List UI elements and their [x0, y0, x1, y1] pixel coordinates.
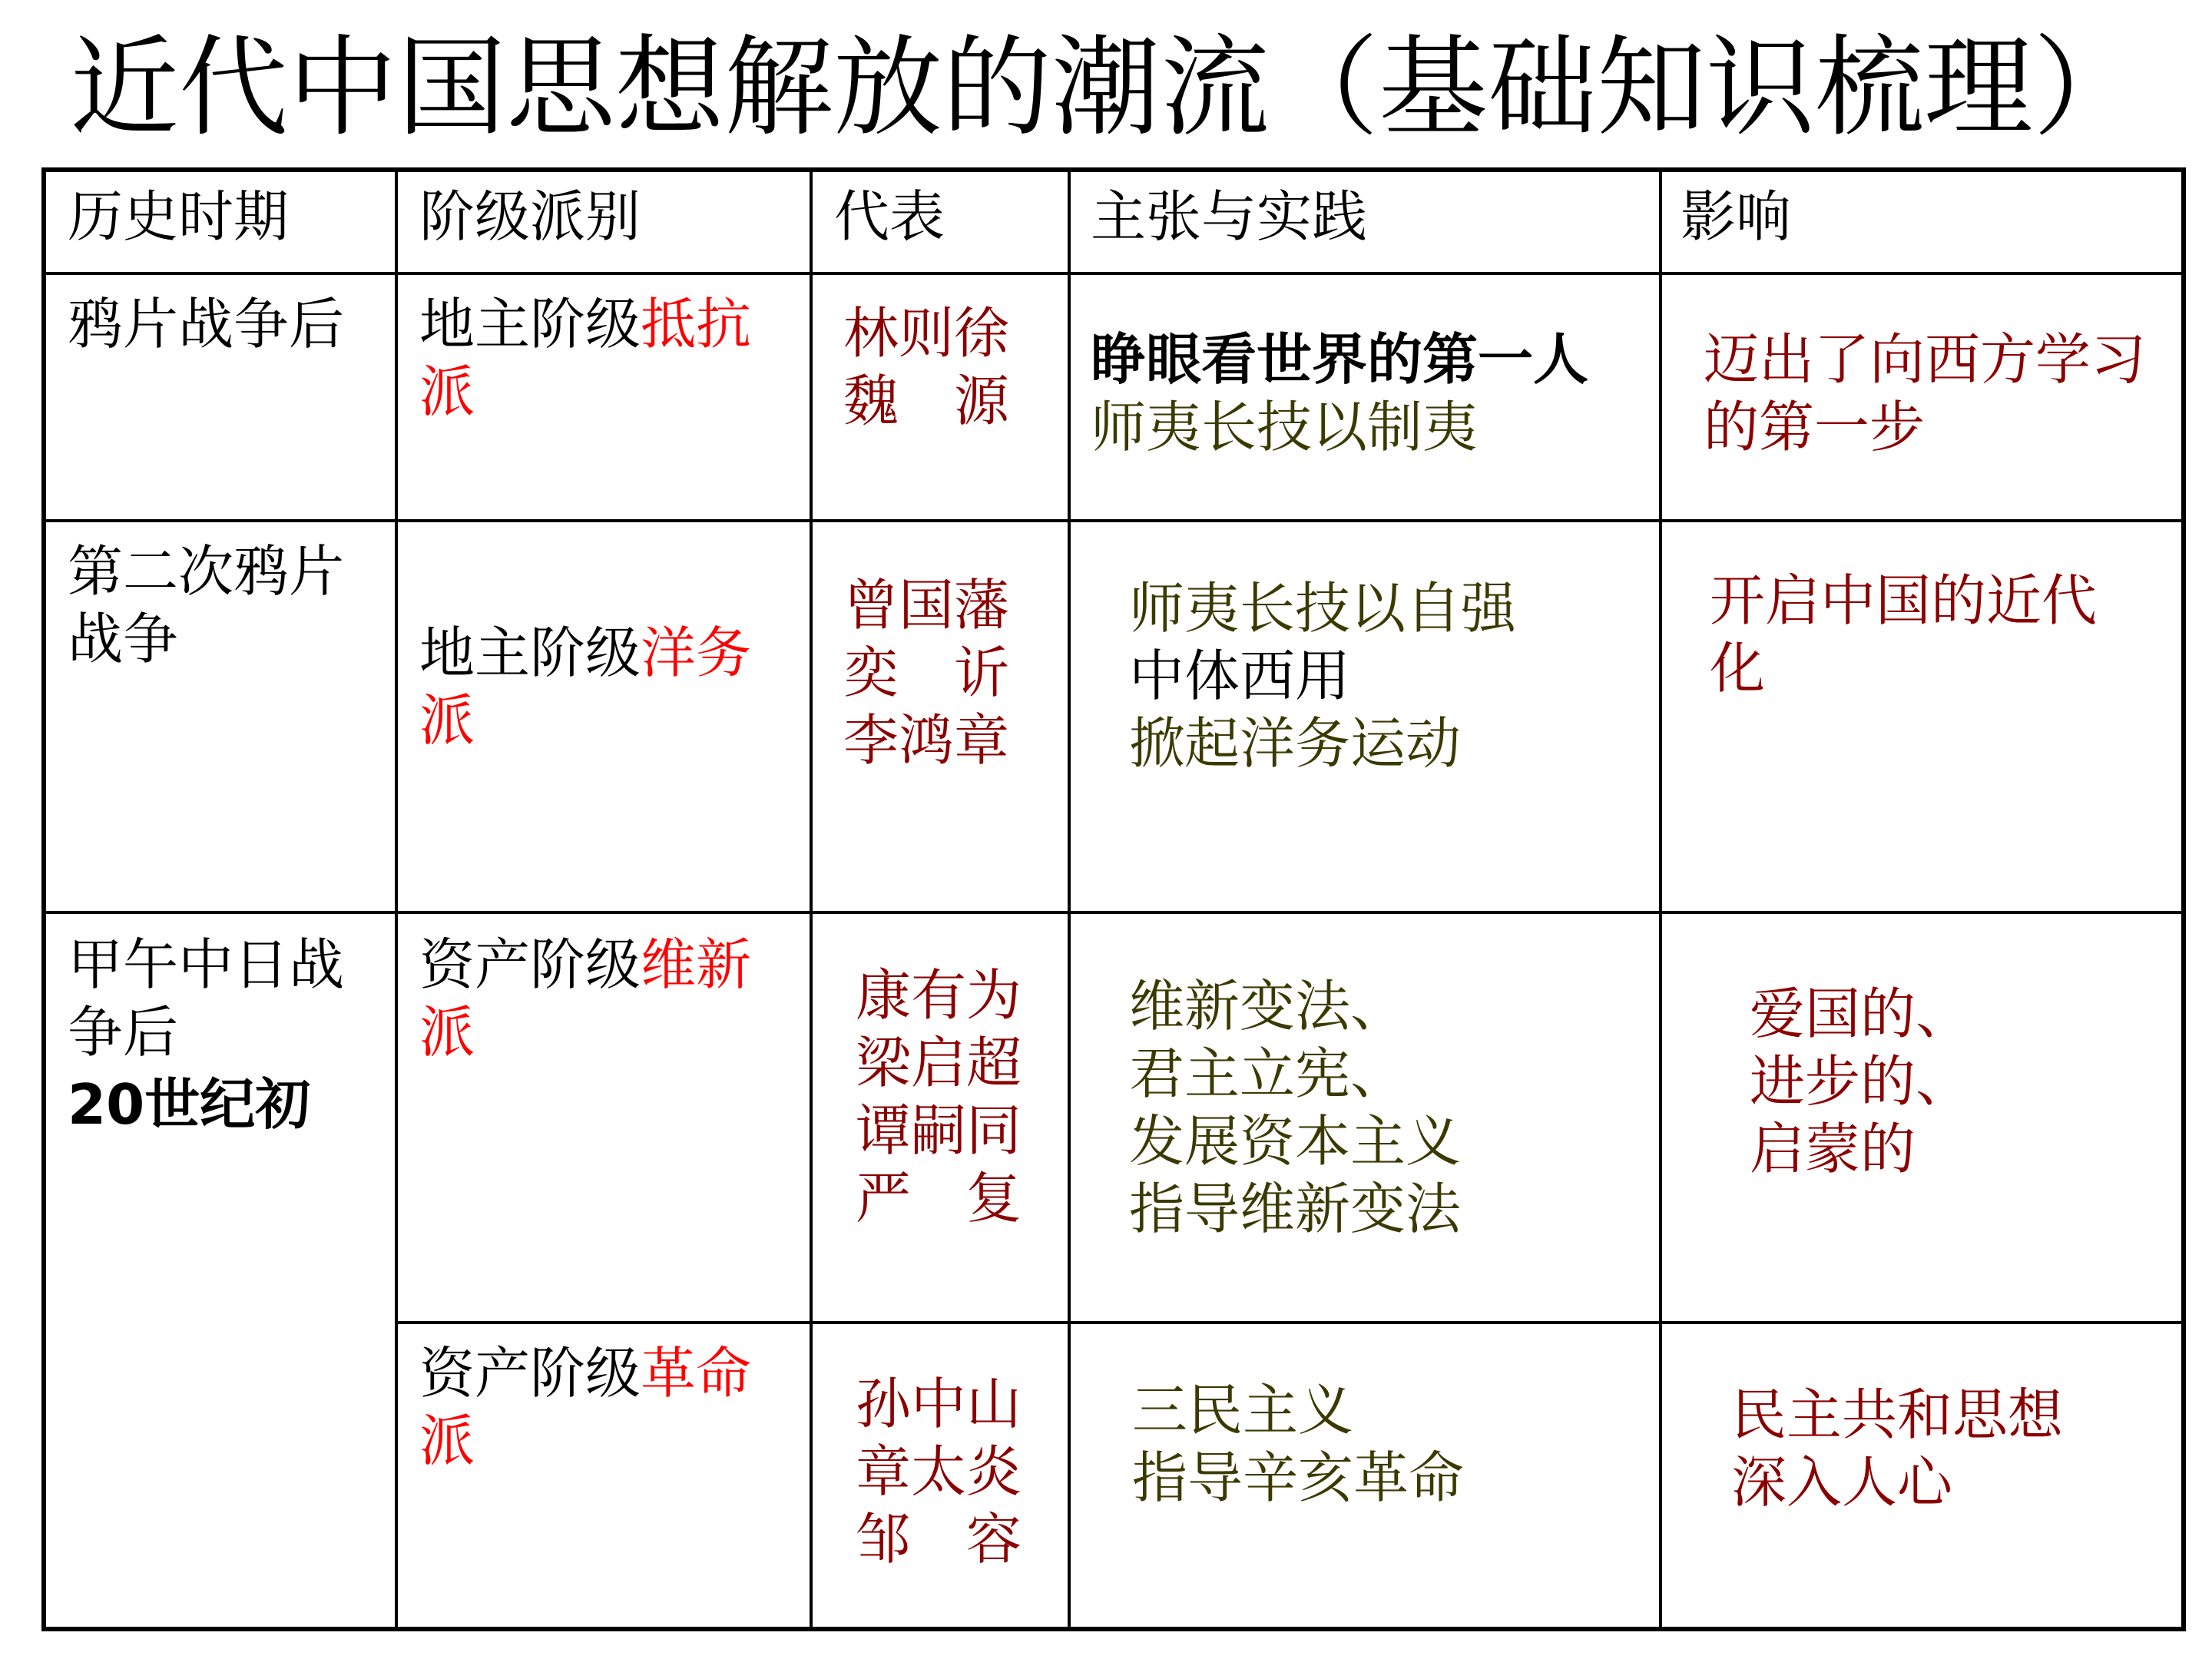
- page-title: 近代中国思想解放的潮流（基础知识梳理）: [70, 25, 2142, 151]
- proposal-text: 师夷长技以制夷: [1091, 395, 1479, 459]
- period-cell: [68, 931, 344, 1138]
- influence-text: 开启中国的近代: [1710, 568, 2098, 633]
- table-bottom-border: [41, 1627, 2186, 1631]
- representative: 孙中山: [856, 1372, 1022, 1436]
- influence-cell: [1704, 326, 2146, 461]
- column-divider: [810, 167, 813, 1631]
- period-text: 争后: [68, 1000, 179, 1065]
- faction-cell: [419, 290, 751, 426]
- proposal-text: 维新变法、: [1129, 974, 1406, 1038]
- influence-cell: [1731, 1381, 2063, 1516]
- representative: 魏 源: [843, 369, 1010, 433]
- table-top-border: [41, 167, 2186, 172]
- period-text: 20世纪初: [68, 1072, 311, 1137]
- table-right-border: [2181, 167, 2186, 1631]
- faction-class: 资产阶级: [419, 1341, 641, 1406]
- representative: 奕 䜣: [843, 641, 1010, 705]
- row-divider: [41, 519, 2186, 522]
- representative: 章太炎: [856, 1439, 1022, 1504]
- header-representative: 代表: [834, 184, 945, 249]
- proposal-text: 中体西用: [1129, 644, 1351, 708]
- faction-cell: [419, 1339, 751, 1475]
- representative: 严 复: [856, 1166, 1022, 1230]
- influence-cell: [1710, 567, 2097, 702]
- faction-name: 抵抗: [641, 292, 752, 356]
- proposal-text: 师夷长技以自强: [1129, 576, 1517, 641]
- faction-class: 地主阶级: [419, 621, 641, 685]
- influence-text: 化: [1710, 636, 1766, 700]
- proposal-cell: [1091, 326, 1588, 461]
- faction-name-suffix: 派: [419, 359, 475, 424]
- influence-text: 爱国的、: [1750, 982, 1972, 1046]
- column-divider: [1068, 167, 1071, 1631]
- faction-cell: [419, 619, 751, 754]
- representative: 康有为: [856, 963, 1022, 1028]
- column-divider: [1659, 167, 1662, 1631]
- representative: 邹 容: [856, 1507, 1022, 1571]
- period-cell: [68, 290, 344, 358]
- row-divider: [41, 911, 2186, 914]
- proposal-text: 三民主义: [1132, 1378, 1354, 1442]
- table-left-border: [41, 167, 46, 1631]
- influence-cell: [1750, 980, 1971, 1183]
- proposal-text: 指导辛亥革命: [1132, 1445, 1465, 1510]
- period-text: 战争: [68, 607, 179, 671]
- proposal-text: 发展资本主义: [1129, 1109, 1462, 1174]
- influence-text: 深入人心: [1731, 1450, 1953, 1515]
- representative: 梁启超: [856, 1031, 1022, 1095]
- proposal-text: 指导维新变法: [1129, 1177, 1462, 1241]
- period-text: 鸦片战争后: [68, 292, 345, 356]
- proposal-text: 君主立宪、: [1129, 1041, 1406, 1106]
- representatives-cell: [856, 962, 1022, 1232]
- representatives-cell: [856, 1370, 1022, 1573]
- header-period: 历史时期: [68, 184, 290, 249]
- period-text: 第二次鸦片: [68, 539, 345, 604]
- proposal-text: 睁眼看世界的第一人: [1091, 327, 1589, 392]
- representatives-cell: [843, 571, 1009, 774]
- representative: 曾国藩: [843, 573, 1010, 637]
- proposal-cell: [1132, 1376, 1464, 1512]
- period-text: 甲午中日战: [68, 932, 345, 997]
- influence-text: 进步的、: [1750, 1049, 1972, 1114]
- representative: 谭嗣同: [856, 1098, 1022, 1163]
- representative: 林则徐: [843, 301, 1010, 366]
- representatives-cell: [843, 300, 1009, 435]
- period-cell: [68, 538, 344, 673]
- row-divider: [395, 1321, 2186, 1324]
- influence-text: 民主共和思想: [1731, 1382, 2064, 1447]
- faction-name: 洋务: [641, 621, 752, 685]
- influence-text: 启蒙的: [1750, 1117, 1916, 1181]
- column-divider: [395, 167, 398, 1631]
- header-faction: 阶级派别: [419, 184, 641, 249]
- header-bottom-border: [41, 272, 2186, 275]
- faction-name-suffix: 派: [419, 1000, 475, 1065]
- faction-name-suffix: 派: [419, 1409, 475, 1473]
- header-influence: 影响: [1681, 184, 1792, 249]
- proposal-cell: [1129, 575, 1516, 777]
- faction-name-suffix: 派: [419, 688, 475, 753]
- faction-class: 资产阶级: [419, 932, 641, 997]
- faction-cell: [419, 931, 751, 1066]
- influence-text: 的第一步: [1704, 395, 1926, 459]
- proposal-text: 掀起洋务运动: [1129, 711, 1462, 776]
- representative: 李鸿章: [843, 708, 1010, 773]
- header-proposal: 主张与实践: [1091, 184, 1368, 249]
- faction-name: 革命: [641, 1341, 752, 1406]
- faction-class: 地主阶级: [419, 292, 641, 356]
- faction-name: 维新: [641, 932, 752, 997]
- influence-text: 迈出了向西方学习: [1704, 327, 2147, 392]
- proposal-cell: [1129, 972, 1461, 1243]
